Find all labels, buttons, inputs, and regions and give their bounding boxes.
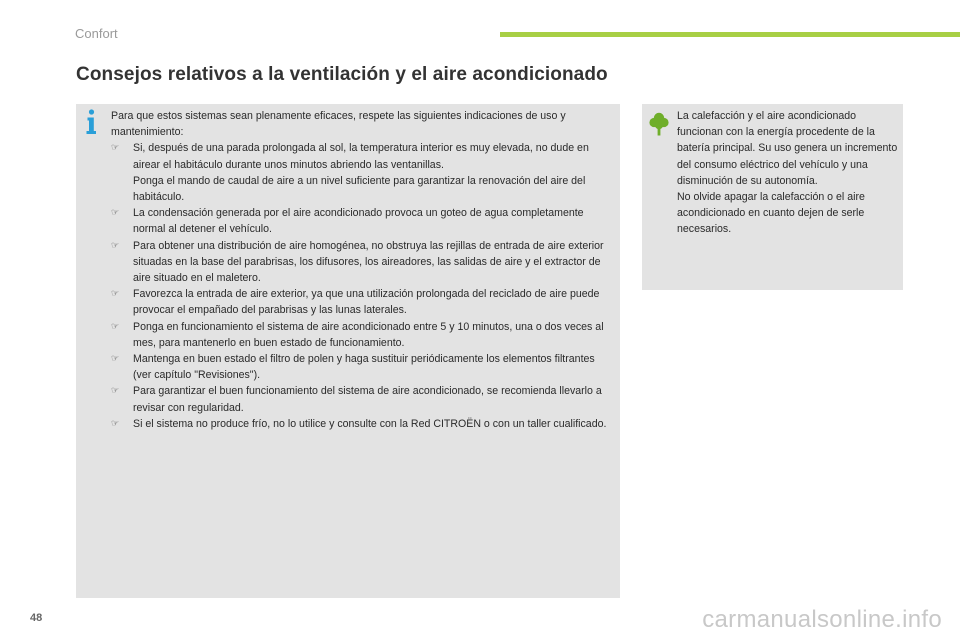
- list-item: [111, 383, 611, 415]
- pointing-hand-icon: ☞: [111, 354, 120, 365]
- list-item-extra: Ponga el mando de caudal de aire a un nivel suficiente para garantizar la renovación del aire del habitáculo.: [133, 174, 586, 204]
- advice-list: [111, 140, 611, 432]
- list-item-text: Para garantizar el buen funcionamiento del sistema de aire acondicionado, se recomienda llevarlo a revisar con regularidad.: [133, 385, 602, 414]
- pointing-hand-icon: ☞: [111, 143, 120, 154]
- watermark: carmanualsonline.info: [702, 606, 942, 633]
- accent-bar: [500, 32, 960, 37]
- page-title: Consejos relativos a la ventilación y el aire acondicionado: [76, 64, 608, 85]
- pointing-hand-icon: ☞: [111, 240, 120, 251]
- list-item: [111, 351, 611, 383]
- info-panel: [76, 104, 620, 598]
- list-item: [111, 416, 611, 432]
- eco-body: [677, 108, 899, 238]
- pointing-hand-icon: ☞: [111, 418, 120, 429]
- list-item: [111, 319, 611, 351]
- info-icon: [85, 109, 97, 135]
- eco-panel: [642, 104, 903, 290]
- list-item-text: La condensación generada por el aire acondicionado provoca un goteo de agua completamente normal al detener el vehículo.: [133, 207, 584, 236]
- list-item-text: Si el sistema no produce frío, no lo utilice y consulte con la Red CITROËN o con un taller cualificado.: [133, 417, 607, 430]
- eco-text: La calefacción y el aire acondicionado funcionan con la energía procedente de la batería principal. Su uso genera un incremento del consumo eléctrico del vehículo y una disminución de su autonomía.: [677, 110, 898, 187]
- pointing-hand-icon: ☞: [111, 386, 120, 397]
- pointing-hand-icon: ☞: [111, 208, 120, 219]
- info-body: [111, 108, 611, 432]
- list-item: [111, 205, 611, 237]
- section-label: Confort: [75, 26, 118, 41]
- info-intro: Para que estos sistemas sean plenamente eficaces, respete las siguientes indicaciones de uso y mantenimiento:: [111, 110, 566, 139]
- eco-reminder: No olvide apagar la calefacción o el aire acondicionado en cuanto dejen de serle necesarios.: [677, 191, 865, 236]
- list-item-text: Favorezca la entrada de aire exterior, ya que una utilización prolongada del reciclado de aire puede provocar el empañado del parabrisas y las lunas laterales.: [133, 288, 600, 317]
- list-item-text: Para obtener una distribución de aire homogénea, no obstruya las rejillas de entrada de aire exterior situadas en la base del parabrisas, los difusores, los aireadores, las salidas de aire y el extractor de aire situado en el maletero.: [133, 239, 604, 285]
- pointing-hand-icon: ☞: [111, 289, 120, 300]
- list-item-text: Si, después de una parada prolongada al sol, la temperatura interior es muy elevada, no dude en airear el habitáculo durante unos minutos abriendo las ventanillas.: [133, 142, 589, 171]
- list-item: [111, 286, 611, 318]
- list-item-text: Ponga en funcionamiento el sistema de aire acondicionado entre 5 y 10 minutos, una o dos veces al mes, para mantenerlo en buen estado de funcionamiento.: [133, 320, 604, 349]
- list-item: [111, 140, 611, 205]
- pointing-hand-icon: ☞: [111, 321, 120, 332]
- tree-icon: [649, 112, 669, 136]
- list-item-text: Mantenga en buen estado el filtro de polen y haga sustituir periódicamente los elementos filtrantes (ver capítulo "Revisiones").: [133, 353, 595, 382]
- list-item: [111, 238, 611, 287]
- page-number: 48: [30, 612, 43, 624]
